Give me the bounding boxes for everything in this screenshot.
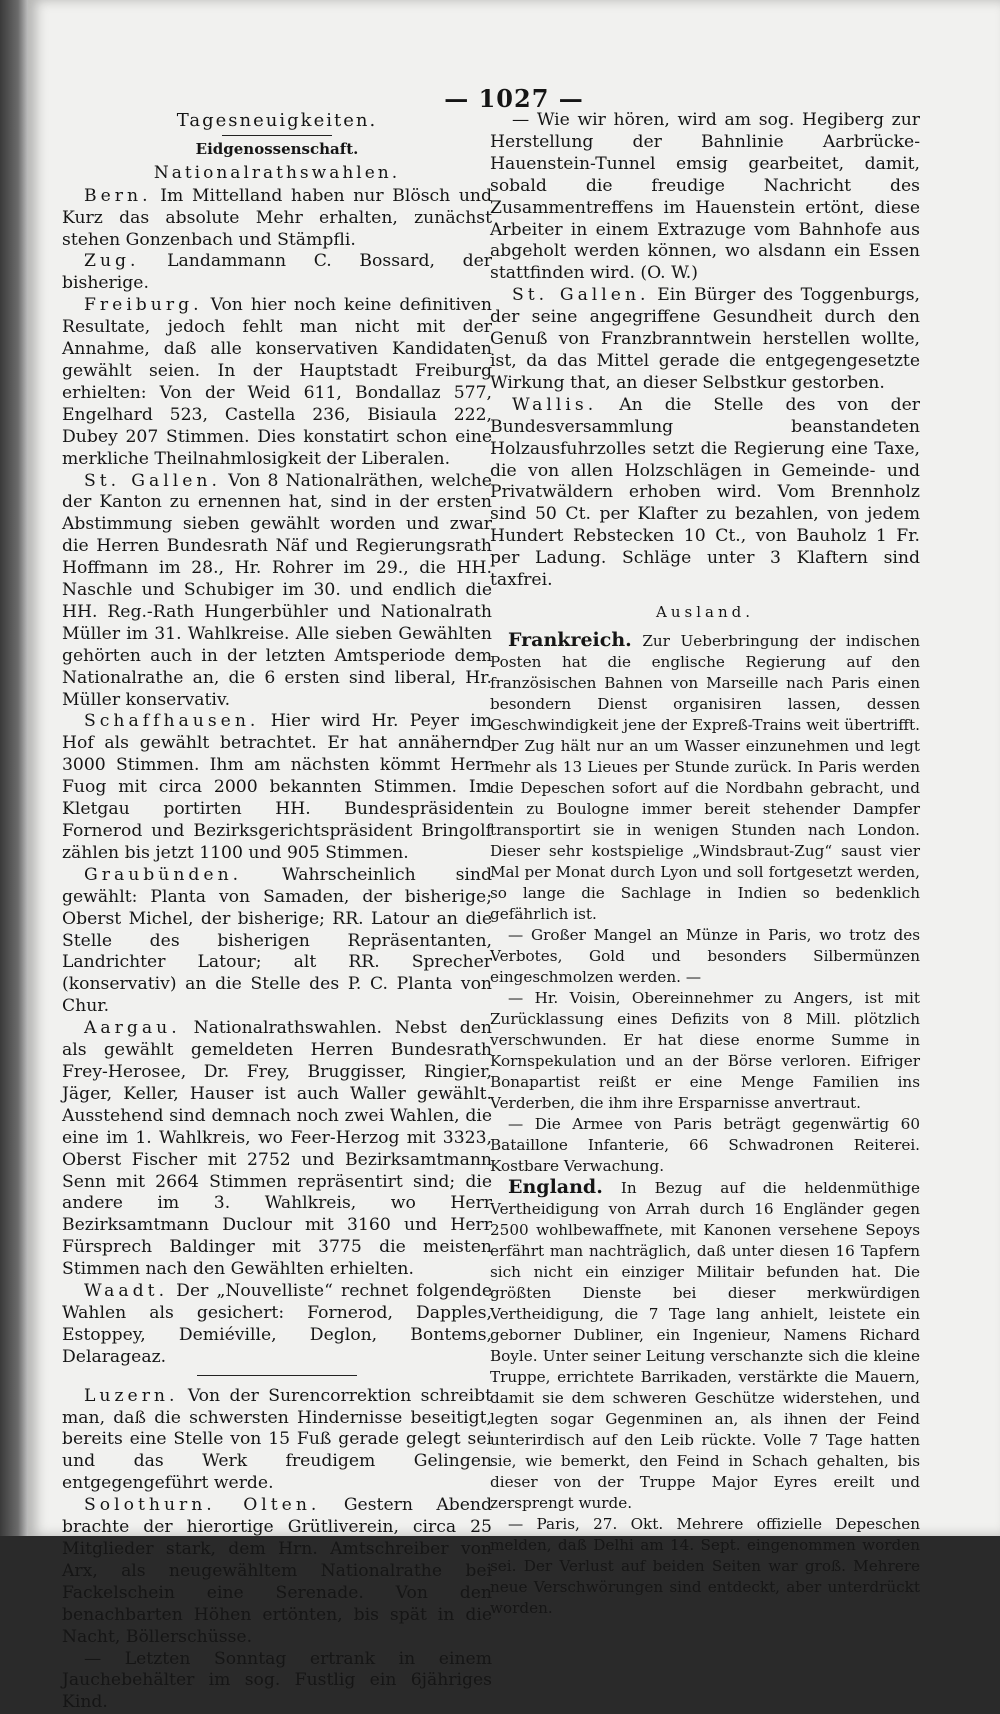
frankreich-section <box>490 630 920 1177</box>
article-paragraph: Solothurn. Olten. Gestern Abend brachte der hierortige Grütliverein, circa 25 Mitglieder stark, dem Hrn. Amtschreiber von Arx, als neugewähltem Nationalrathe bei Fackelschein eine Serenade. Von den benachbarten Höhen ertönten, bis spät in die Nacht, Böllerschüsse. <box>62 1495 492 1647</box>
article-paragraph: Bern. Im Mittelland haben nur Blösch und Kurz das absolute Mehr erhalten, zunächst stehen Gonzenbach und Stämpfli. <box>62 185 492 250</box>
article-paragraph: St. Gallen. Von 8 Nationalräthen, welche der Kanton zu ernennen hat, sind in der ersten Abstimmung sieben gewählt worden und zwar die Herren Bundesrath Näf und Regierungsrath Hoffmann im 28., Hr. Rohrer im 29., die HH. Naschle und Schubiger im 30. und endlich die HH. Reg.-Rath Hungerbühler und Nationalrath Müller im 31. Wahlkreise. Alle sieben Gewählten gehörten auch in der letzten Amtsperiode dem Nationalrathe an, die 6 ersten sind liberal, Hr. Müller konservativ. <box>62 470 492 710</box>
article-paragraph: — Wie wir hören, wird am sog. Hegiberg zur Herstellung der Bahnlinie Aarbrücke-Hauenstein-Tunnel emsig gearbeitet, damit, sobald die freudige Nachricht des Zusammentreffens im Hauenstein ertönt, diese Arbeiter in einem Extrazuge vom Bahnhofe aus abgeholt werden können, wo alsdann ein Essen stattfinden wird. (O. W.) <box>490 110 920 284</box>
article-paragraph: Zug. Landammann C. Bossard, der bisherige. <box>62 251 492 294</box>
article-paragraph: — Großer Mangel an Münze in Paris, wo trotz des Verbotes, Gold und besonders Silbermünzen eingeschmolzen werden. — <box>490 925 920 986</box>
page-number: — 1027 — <box>444 84 584 113</box>
article-paragraph: — Paris, 27. Okt. Mehrere offizielle Depeschen melden, daß Delhi am 14. Sept. eingenommen worden sei. Der Verlust auf beiden Seiten war groß. Mehrere neue Verschwörungen sind entdeckt, aber unterdrückt worden. <box>490 1514 920 1617</box>
left-column <box>62 110 492 1714</box>
subheading: Eidgenossenschaft. <box>195 139 359 158</box>
article-paragraph: Graubünden. Wahrscheinlich sind gewählt: Planta von Samaden, der bisherige; Oberst Michel, der bisherige; RR. Latour an die Stelle des bisherigen Repräsentanten, Landrichter Latour; alt RR. Sprecher (konservativ) an die Stelle des P. C. Planta von Chur. <box>62 864 492 1017</box>
newspaper-page <box>28 0 1000 1713</box>
ausland-heading: Ausland. <box>656 602 754 621</box>
column-heading: Tagesneuigkeiten. <box>176 110 378 131</box>
article-paragraph: — Letzten Sonntag ertrank in einem Jauchebehälter im sog. Fustlig ein 6jähriges Kind. <box>62 1648 492 1713</box>
heading-rule <box>222 135 332 136</box>
england-section <box>490 1177 920 1619</box>
article-paragraph: Wallis. An die Stelle des von der Bundesversammlung beanstandeten Holzausfuhrzolles setzt die Regierung eine Taxe, die von allen Holzschlägen in Gemeinde- und Privatwäldern erhoben wird. Vom Brennholz sind 50 Ct. per Klafter zu bezahlen, von jedem Hundert Rebstecken 10 Ct., von Bauholz 1 Fr. per Ladung. Schläge unter 3 Klaftern sind taxfrei. <box>490 394 920 591</box>
article-paragraph: Luzern. Von der Surencorrektion schreibt man, daß die schwersten Hindernisse beseitigt, bereits eine Stelle von 15 Fuß gerade gelegt sei und das Werk freudigem Gelingen entgegengeführt werde. <box>62 1385 492 1494</box>
article-paragraph: England. In Bezug auf die heldenmüthige Vertheidigung von Arrah durch 16 Engländer gegen 2500 wohlbewaffnete, mit Kanonen versehene Sepoys erfährt man nachträglich, daß unter diesen 16 Tapfern sich nicht ein einziger Militair befunden hat. Die größten Dienste bei dieser merkwürdigen Vertheidigung, die 7 Tage lang anhielt, leistete ein geborner Dubliner, ein Ingenieur, Namens Richard Boyle. Unter seiner Leitung verschanzte sich die kleine Truppe, errichtete Barrikaden, verstärkte die Mauern, damit sie dem schweren Geschütze widerstehen, und legten sogar Gegenminen an, als ihnen der Feind unterirdisch auf den Leib rückte. Volle 7 Tage hatten sie, wie bemerkt, den Feind in Schach gehalten, bis dieser von der Truppe Major Eyres ereilt und zersprengt wurde. <box>490 1175 921 1512</box>
article-paragraph: Schaffhausen. Hier wird Hr. Peyer im Hof als gewählt betrachtet. Er hat annähernd 3000 Stimmen. Ihm am nächsten kömmt Herr Fuog mit circa 2000 bekannten Stimmen. Im Kletgau portirten HH. Bundespräsident Fornerod und Bezirksgerichtspräsident Bringolf zählen bis jetzt 1100 und 905 Stimmen. <box>62 711 492 863</box>
article-paragraph: Waadt. Der „Nouvelliste“ rechnet folgende Wahlen als gesichert: Fornerod, Dapples, Estoppey, Demiéville, Deglon, Bontems, Delarageaz. <box>62 1281 492 1367</box>
right-column <box>490 110 920 1619</box>
article-paragraph: Aargau. Nationalrathswahlen. Nebst den als gewählt gemeldeten Herren Bundesrath Frey-Herosee, Dr. Frey, Bruggisser, Ringier, Jäger, Keller, Hauser ist auch Waller gewählt. Ausstehend sind demnach noch zwei Wahlen, die eine im 1. Wahlkreis, wo Feer-Herzog mit 3323, Oberst Fischer mit 2752 und Bezirksamtmann Senn mit 2664 Stimmen repräsentirt sind; die andere im 3. Wahlkreis, wo Herr Bezirksamtmann Duclour mit 3160 und Herr Fürsprech Baldinger mit 3775 die meisten Stimmen nach den Gewählten erhielten. <box>62 1018 492 1280</box>
section-title: Nationalrathswahlen. <box>153 162 401 183</box>
section-rule <box>197 1375 357 1376</box>
article-paragraph: Frankreich. Zur Ueberbringung der indischen Posten hat die englische Regierung auf den französischen Bahnen von Marseille nach Paris einen besondern Dienst organisiren lassen, dessen Geschwindigkeit jene der Expreß-Trains weit übertrifft. Der Zug hält nur an um Wasser einzunehmen und legt mehr als 13 Lieues per Stunde zurück. In Paris werden die Depeschen sofort auf die Nordbahn gebracht, und ein zu Boulogne immer bereit stehender Dampfer transportirt sie in wenigen Stunden nach London. Dieser sehr kostspielige „Windsbraut-Zug“ saust vier Mal per Monat durch Lyon und soll fortgesetzt werden, so lange die Sachlage in Indien so bedenklich gefährlich ist. <box>490 628 920 923</box>
article-paragraph: Freiburg. Von hier noch keine definitiven Resultate, jedoch fehlt man nicht mit der Annahme, daß alle konservativen Kandidaten gewählt seien. In der Hauptstadt Freiburg erhielten: Von der Weid 611, Bondallaz 577, Engelhard 523, Castella 236, Bisiaula 222, Dubey 207 Stimmen. Dies konstatirt schon eine merkliche Theilnahmlosigkeit der Liberalen. <box>62 295 492 469</box>
article-paragraph: — Hr. Voisin, Obereinnehmer zu Angers, ist mit Zurücklassung eines Defizits von 8 Mill. plötzlich verschwunden. Er hat diese enorme Summe in Kornspekulation und an der Börse verloren. Eifriger Bonapartist reißt er eine Menge Familien ins Verderben, die ihm ihre Ersparnisse anvertraut. <box>490 988 920 1112</box>
article-paragraph: — Die Armee von Paris beträgt gegenwärtig 60 Bataillone Infanterie, 66 Schwadronen Reiterei. Kostbare Verwachung. <box>490 1114 920 1175</box>
article-paragraph: St. Gallen. Ein Bürger des Toggenburgs, der seine angegriffene Gesundheit durch den Genuß von Franzbranntwein herstellen wollte, ist, da das Mittel gerade die entgegengesetzte Wirkung that, an dieser Selbstkur gestorben. <box>490 285 920 393</box>
